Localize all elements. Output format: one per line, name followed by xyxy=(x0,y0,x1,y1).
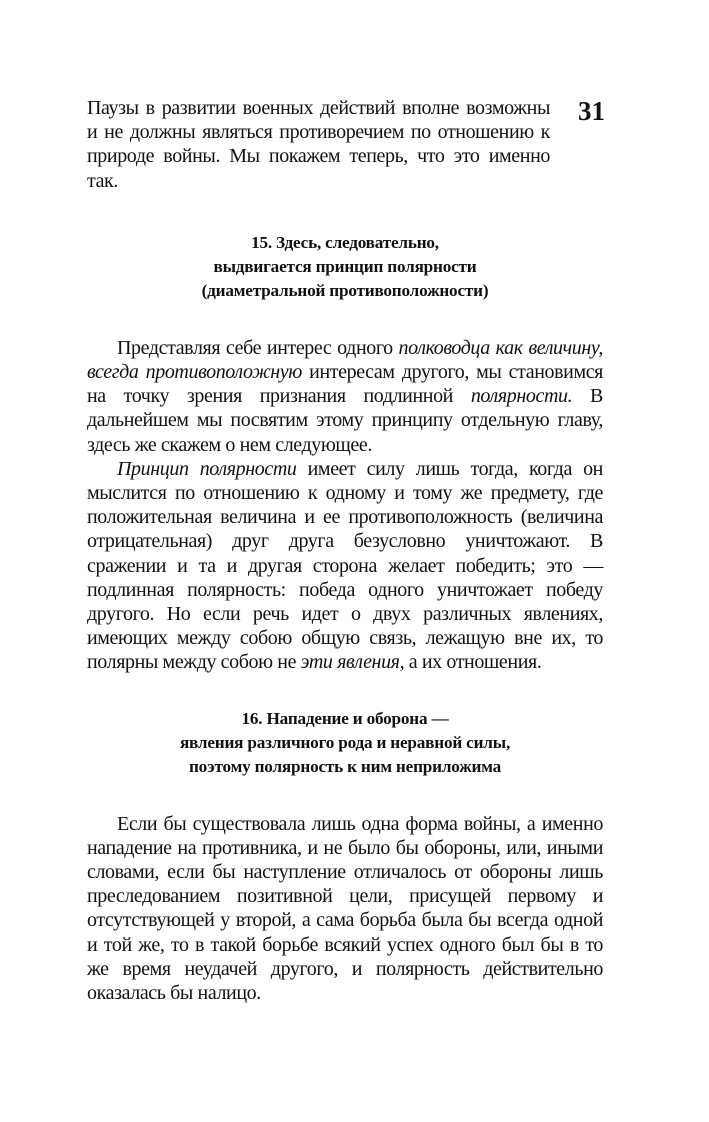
text-run: интересам другого, мы становимся на точку зрения признания подлинной xyxy=(87,361,603,408)
section-15-paragraph-1 xyxy=(87,336,603,457)
section-15-paragraph-2 xyxy=(87,457,603,675)
italic-run: Принцип полярности xyxy=(117,457,297,480)
text-run: имеет силу лишь тогда, когда он мыслится по отношению к одному и тому же предмету, где положительная величина и ее противоположность (величина отрицательная) друг друга безусловно уничтожают. В сражении и та и другая сторона желает победить; это — подлинная полярность: победа одного уничтожает победу другого. Но если речь идет о двух различных явлениях, имеющих между собою общую связь, лежащую вне их, то полярны между собою не xyxy=(87,457,603,674)
text-run: а их отношения. xyxy=(404,651,542,674)
page-body xyxy=(87,96,603,1005)
italic-run: полярности. xyxy=(470,385,573,408)
italic-run: эти явления, xyxy=(300,651,405,674)
intro-paragraph: Паузы в развитии военных действий вполне возможны и не должны являться противоречием по отношению к природе войны. Мы покажем теперь, что это именно так. xyxy=(87,97,550,192)
page-number: 31 xyxy=(578,96,605,126)
section-16-paragraph-1: Если бы существовала лишь одна форма войны, а именно нападение на противника, и не было бы обороны, или, иными словами, если бы наступление отличалось от обороны лишь преследованием позитивной цели, присущей первому и отсутствующей у второй, а сама борьба была бы всегда одной и той же, то в такой борьбе всякий успех одного был бы в то же время неудачей другого, и полярность действительно оказалась бы налицо. xyxy=(87,812,603,1005)
section-16-heading-line-1: 16. Нападение и оборона — xyxy=(241,708,449,728)
section-15-heading xyxy=(87,231,603,303)
section-15-heading-line-2: выдвигается принцип полярности xyxy=(213,256,477,276)
section-16-heading-line-3: поэтому полярность к ним неприложима xyxy=(188,756,501,776)
text-run: Представляя себе интерес одного xyxy=(117,336,399,359)
section-16-heading xyxy=(87,707,603,779)
text-run: В дальнейшем мы посвятим этому принципу отдельную главу, здесь же скажем о нем следующее. xyxy=(87,385,603,456)
section-15-heading-line-3: (диаметральной противоположности) xyxy=(201,280,489,300)
italic-run: полководца как величину, всегда противоположную xyxy=(87,336,603,384)
section-15-heading-line-1: 15. Здесь, следовательно, xyxy=(251,232,439,252)
section-16-heading-line-2: явления различного рода и неравной силы, xyxy=(179,732,511,752)
